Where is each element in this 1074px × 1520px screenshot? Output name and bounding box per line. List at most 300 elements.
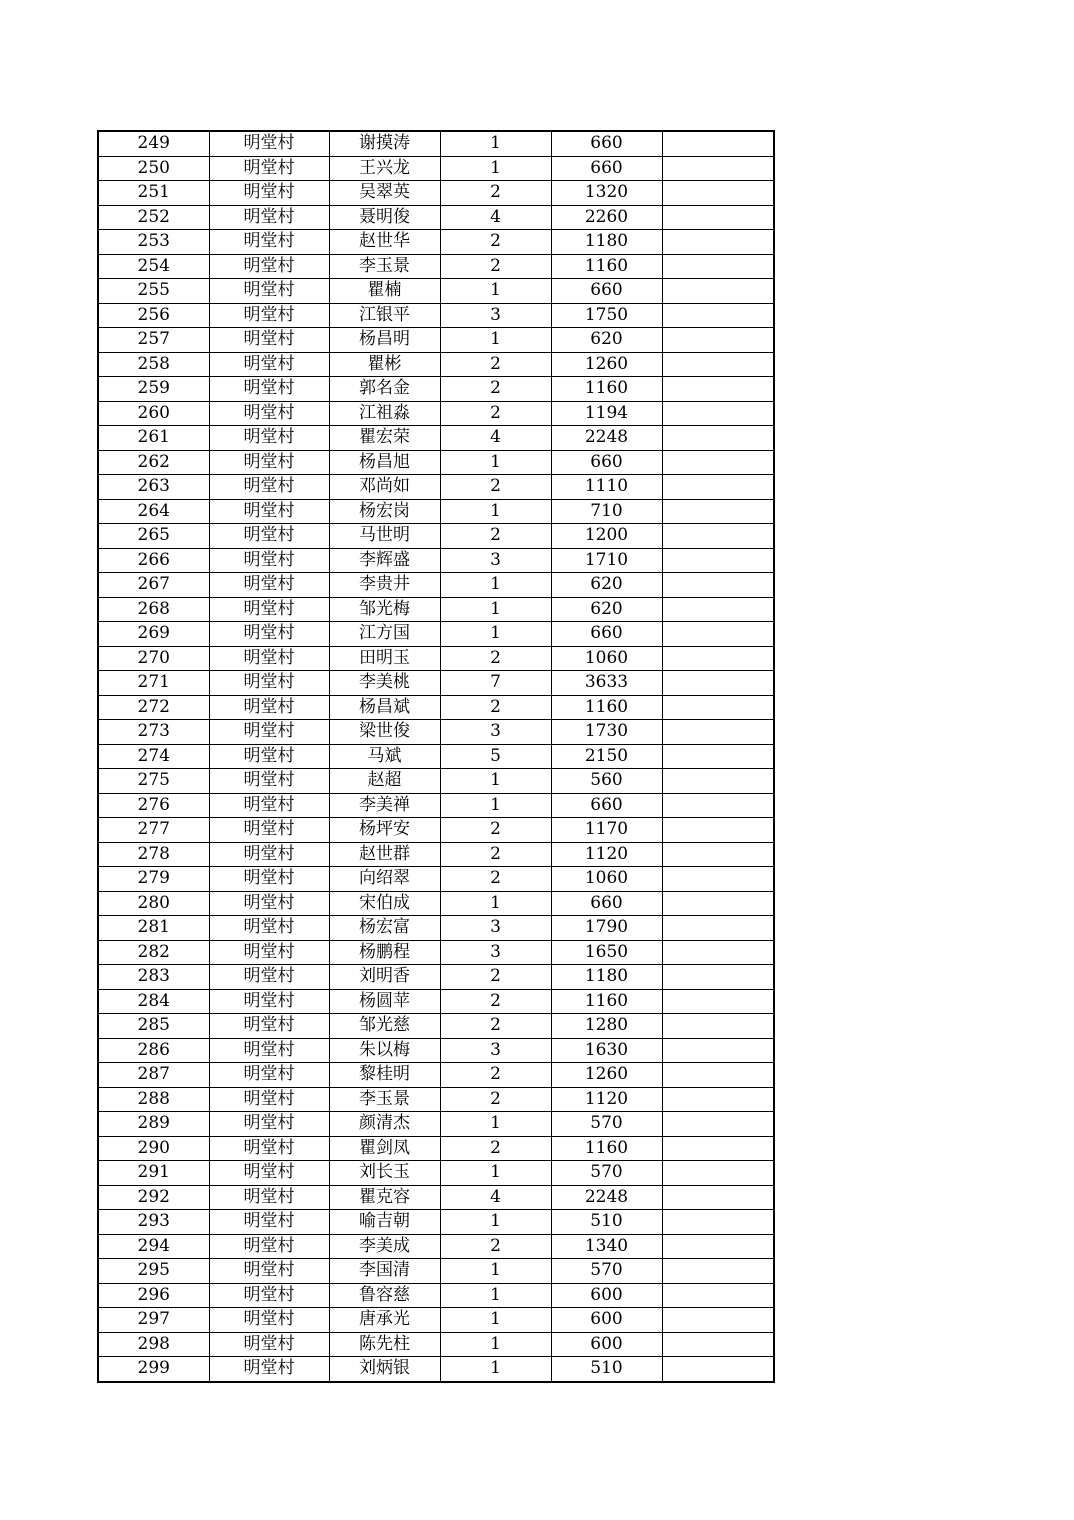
village-cell: 明堂村 [209, 965, 329, 990]
table-row [98, 818, 774, 843]
amount-cell: 1750 [551, 303, 662, 328]
amount-cell: 2150 [551, 744, 662, 769]
row-number-cell: 272 [98, 695, 209, 720]
amount-cell: 510 [551, 1357, 662, 1382]
count-cell: 2 [440, 352, 551, 377]
name-cell: 杨鹏程 [329, 940, 440, 965]
count-cell: 2 [440, 1063, 551, 1088]
amount-cell: 1650 [551, 940, 662, 965]
amount-cell: 2260 [551, 205, 662, 230]
count-cell: 3 [440, 916, 551, 941]
note-cell [662, 818, 774, 843]
table-row [98, 1259, 774, 1284]
name-cell: 赵世华 [329, 230, 440, 255]
table-row [98, 450, 774, 475]
amount-cell: 600 [551, 1308, 662, 1333]
row-number-cell: 297 [98, 1308, 209, 1333]
table-row [98, 254, 774, 279]
note-cell [662, 597, 774, 622]
row-number-cell: 274 [98, 744, 209, 769]
table-row [98, 842, 774, 867]
row-number-cell: 280 [98, 891, 209, 916]
count-cell: 1 [440, 1308, 551, 1333]
amount-cell: 620 [551, 328, 662, 353]
note-cell [662, 720, 774, 745]
name-cell: 瞿楠 [329, 279, 440, 304]
row-number-cell: 251 [98, 181, 209, 206]
table-row [98, 1112, 774, 1137]
name-cell: 赵超 [329, 769, 440, 794]
count-cell: 1 [440, 1259, 551, 1284]
row-number-cell: 259 [98, 377, 209, 402]
count-cell: 2 [440, 1087, 551, 1112]
note-cell [662, 1210, 774, 1235]
count-cell: 1 [440, 597, 551, 622]
note-cell [662, 769, 774, 794]
row-number-cell: 281 [98, 916, 209, 941]
table-row [98, 989, 774, 1014]
note-cell [662, 671, 774, 696]
row-number-cell: 257 [98, 328, 209, 353]
table-row [98, 156, 774, 181]
count-cell: 4 [440, 205, 551, 230]
note-cell [662, 1185, 774, 1210]
count-cell: 2 [440, 867, 551, 892]
count-cell: 2 [440, 475, 551, 500]
name-cell: 马斌 [329, 744, 440, 769]
row-number-cell: 282 [98, 940, 209, 965]
amount-cell: 1170 [551, 818, 662, 843]
name-cell: 刘炳银 [329, 1357, 440, 1382]
village-cell: 明堂村 [209, 916, 329, 941]
note-cell [662, 1136, 774, 1161]
note-cell [662, 1308, 774, 1333]
amount-cell: 660 [551, 156, 662, 181]
name-cell: 江祖淼 [329, 401, 440, 426]
name-cell: 陈先柱 [329, 1332, 440, 1357]
note-cell [662, 1112, 774, 1137]
table-row [98, 1210, 774, 1235]
count-cell: 2 [440, 818, 551, 843]
name-cell: 李玉景 [329, 1087, 440, 1112]
amount-cell: 710 [551, 499, 662, 524]
amount-cell: 1194 [551, 401, 662, 426]
table-row [98, 524, 774, 549]
amount-cell: 1260 [551, 352, 662, 377]
village-cell: 明堂村 [209, 524, 329, 549]
name-cell: 朱以梅 [329, 1038, 440, 1063]
name-cell: 马世明 [329, 524, 440, 549]
village-cell: 明堂村 [209, 352, 329, 377]
name-cell: 杨昌斌 [329, 695, 440, 720]
note-cell [662, 279, 774, 304]
note-cell [662, 548, 774, 573]
amount-cell: 620 [551, 573, 662, 598]
row-number-cell: 260 [98, 401, 209, 426]
name-cell: 吴翠英 [329, 181, 440, 206]
amount-cell: 1110 [551, 475, 662, 500]
row-number-cell: 278 [98, 842, 209, 867]
table-row [98, 671, 774, 696]
note-cell [662, 965, 774, 990]
note-cell [662, 328, 774, 353]
count-cell: 1 [440, 1332, 551, 1357]
row-number-cell: 284 [98, 989, 209, 1014]
village-cell: 明堂村 [209, 450, 329, 475]
amount-cell: 1200 [551, 524, 662, 549]
name-cell: 鲁容慈 [329, 1283, 440, 1308]
amount-cell: 1160 [551, 695, 662, 720]
note-cell [662, 1087, 774, 1112]
note-cell [662, 793, 774, 818]
note-cell [662, 1234, 774, 1259]
note-cell [662, 499, 774, 524]
amount-cell: 1320 [551, 181, 662, 206]
table-row [98, 793, 774, 818]
table-row [98, 891, 774, 916]
note-cell [662, 1038, 774, 1063]
count-cell: 1 [440, 573, 551, 598]
table-row [98, 769, 774, 794]
row-number-cell: 283 [98, 965, 209, 990]
village-cell: 明堂村 [209, 744, 329, 769]
amount-cell: 1160 [551, 254, 662, 279]
table-row [98, 328, 774, 353]
note-cell [662, 695, 774, 720]
count-cell: 1 [440, 891, 551, 916]
village-cell: 明堂村 [209, 646, 329, 671]
row-number-cell: 276 [98, 793, 209, 818]
amount-cell: 570 [551, 1112, 662, 1137]
amount-cell: 660 [551, 131, 662, 156]
row-number-cell: 288 [98, 1087, 209, 1112]
village-cell: 明堂村 [209, 622, 329, 647]
note-cell [662, 181, 774, 206]
note-cell [662, 916, 774, 941]
table-row [98, 1136, 774, 1161]
table-row [98, 1014, 774, 1039]
name-cell: 江方国 [329, 622, 440, 647]
village-cell: 明堂村 [209, 205, 329, 230]
note-cell [662, 622, 774, 647]
row-number-cell: 294 [98, 1234, 209, 1259]
table-row [98, 867, 774, 892]
village-cell: 明堂村 [209, 818, 329, 843]
row-number-cell: 252 [98, 205, 209, 230]
table-row [98, 303, 774, 328]
village-cell: 明堂村 [209, 671, 329, 696]
table-row [98, 622, 774, 647]
name-cell: 江银平 [329, 303, 440, 328]
count-cell: 2 [440, 695, 551, 720]
village-cell: 明堂村 [209, 940, 329, 965]
count-cell: 1 [440, 1112, 551, 1137]
amount-cell: 1180 [551, 965, 662, 990]
table-row [98, 377, 774, 402]
count-cell: 3 [440, 548, 551, 573]
amount-cell: 1160 [551, 1136, 662, 1161]
count-cell: 5 [440, 744, 551, 769]
name-cell: 谢摸涛 [329, 131, 440, 156]
table-row [98, 1185, 774, 1210]
count-cell: 1 [440, 1283, 551, 1308]
row-number-cell: 293 [98, 1210, 209, 1235]
table-row [98, 965, 774, 990]
amount-cell: 600 [551, 1283, 662, 1308]
count-cell: 3 [440, 1038, 551, 1063]
table-row [98, 646, 774, 671]
note-cell [662, 475, 774, 500]
village-cell: 明堂村 [209, 181, 329, 206]
amount-cell: 1260 [551, 1063, 662, 1088]
row-number-cell: 287 [98, 1063, 209, 1088]
name-cell: 杨圆苹 [329, 989, 440, 1014]
note-cell [662, 1259, 774, 1284]
count-cell: 3 [440, 720, 551, 745]
village-cell: 明堂村 [209, 1161, 329, 1186]
name-cell: 郭名金 [329, 377, 440, 402]
village-cell: 明堂村 [209, 1259, 329, 1284]
count-cell: 4 [440, 426, 551, 451]
name-cell: 聂明俊 [329, 205, 440, 230]
name-cell: 杨宏岗 [329, 499, 440, 524]
name-cell: 李辉盛 [329, 548, 440, 573]
table-row [98, 1161, 774, 1186]
note-cell [662, 842, 774, 867]
row-number-cell: 249 [98, 131, 209, 156]
name-cell: 瞿克容 [329, 1185, 440, 1210]
row-number-cell: 266 [98, 548, 209, 573]
name-cell: 邓尚如 [329, 475, 440, 500]
table-row [98, 1234, 774, 1259]
village-cell: 明堂村 [209, 328, 329, 353]
name-cell: 黎桂明 [329, 1063, 440, 1088]
village-cell: 明堂村 [209, 1038, 329, 1063]
name-cell: 田明玉 [329, 646, 440, 671]
note-cell [662, 352, 774, 377]
row-number-cell: 264 [98, 499, 209, 524]
amount-cell: 1120 [551, 1087, 662, 1112]
note-cell [662, 646, 774, 671]
count-cell: 2 [440, 377, 551, 402]
count-cell: 2 [440, 646, 551, 671]
row-number-cell: 285 [98, 1014, 209, 1039]
row-number-cell: 265 [98, 524, 209, 549]
amount-cell: 510 [551, 1210, 662, 1235]
count-cell: 1 [440, 131, 551, 156]
amount-cell: 600 [551, 1332, 662, 1357]
note-cell [662, 426, 774, 451]
data-table [97, 130, 775, 1383]
note-cell [662, 401, 774, 426]
village-cell: 明堂村 [209, 1014, 329, 1039]
amount-cell: 1120 [551, 842, 662, 867]
count-cell: 3 [440, 940, 551, 965]
row-number-cell: 255 [98, 279, 209, 304]
count-cell: 2 [440, 524, 551, 549]
amount-cell: 660 [551, 450, 662, 475]
village-cell: 明堂村 [209, 989, 329, 1014]
table-row [98, 940, 774, 965]
name-cell: 颜清杰 [329, 1112, 440, 1137]
count-cell: 2 [440, 1014, 551, 1039]
count-cell: 1 [440, 793, 551, 818]
table-body [98, 131, 774, 1382]
name-cell: 梁世俊 [329, 720, 440, 745]
amount-cell: 570 [551, 1259, 662, 1284]
table-row [98, 1332, 774, 1357]
count-cell: 1 [440, 1161, 551, 1186]
village-cell: 明堂村 [209, 597, 329, 622]
table-row [98, 1308, 774, 1333]
name-cell: 邹光慈 [329, 1014, 440, 1039]
note-cell [662, 303, 774, 328]
name-cell: 邹光梅 [329, 597, 440, 622]
village-cell: 明堂村 [209, 401, 329, 426]
note-cell [662, 573, 774, 598]
name-cell: 瞿彬 [329, 352, 440, 377]
count-cell: 2 [440, 401, 551, 426]
name-cell: 瞿剑凤 [329, 1136, 440, 1161]
village-cell: 明堂村 [209, 1357, 329, 1382]
table-row [98, 131, 774, 156]
note-cell [662, 1283, 774, 1308]
village-cell: 明堂村 [209, 573, 329, 598]
row-number-cell: 261 [98, 426, 209, 451]
table-row [98, 597, 774, 622]
name-cell: 刘长玉 [329, 1161, 440, 1186]
count-cell: 1 [440, 279, 551, 304]
village-cell: 明堂村 [209, 769, 329, 794]
village-cell: 明堂村 [209, 426, 329, 451]
count-cell: 1 [440, 499, 551, 524]
row-number-cell: 275 [98, 769, 209, 794]
table-row [98, 1283, 774, 1308]
count-cell: 2 [440, 842, 551, 867]
row-number-cell: 296 [98, 1283, 209, 1308]
count-cell: 2 [440, 965, 551, 990]
count-cell: 1 [440, 622, 551, 647]
note-cell [662, 524, 774, 549]
name-cell: 李美桃 [329, 671, 440, 696]
note-cell [662, 1357, 774, 1382]
village-cell: 明堂村 [209, 548, 329, 573]
name-cell: 李美禅 [329, 793, 440, 818]
amount-cell: 1340 [551, 1234, 662, 1259]
village-cell: 明堂村 [209, 1063, 329, 1088]
row-number-cell: 254 [98, 254, 209, 279]
note-cell [662, 377, 774, 402]
name-cell: 瞿宏荣 [329, 426, 440, 451]
name-cell: 李美成 [329, 1234, 440, 1259]
village-cell: 明堂村 [209, 279, 329, 304]
table-row [98, 230, 774, 255]
row-number-cell: 295 [98, 1259, 209, 1284]
count-cell: 3 [440, 303, 551, 328]
row-number-cell: 268 [98, 597, 209, 622]
name-cell: 宋伯成 [329, 891, 440, 916]
village-cell: 明堂村 [209, 131, 329, 156]
table-row [98, 1063, 774, 1088]
amount-cell: 3633 [551, 671, 662, 696]
amount-cell: 570 [551, 1161, 662, 1186]
village-cell: 明堂村 [209, 1112, 329, 1137]
count-cell: 2 [440, 254, 551, 279]
amount-cell: 660 [551, 793, 662, 818]
village-cell: 明堂村 [209, 1210, 329, 1235]
village-cell: 明堂村 [209, 1283, 329, 1308]
count-cell: 1 [440, 1357, 551, 1382]
village-cell: 明堂村 [209, 156, 329, 181]
table-row [98, 573, 774, 598]
village-cell: 明堂村 [209, 842, 329, 867]
amount-cell: 2248 [551, 426, 662, 451]
note-cell [662, 1161, 774, 1186]
row-number-cell: 298 [98, 1332, 209, 1357]
name-cell: 喻吉朝 [329, 1210, 440, 1235]
row-number-cell: 279 [98, 867, 209, 892]
name-cell: 李国清 [329, 1259, 440, 1284]
row-number-cell: 270 [98, 646, 209, 671]
count-cell: 4 [440, 1185, 551, 1210]
row-number-cell: 291 [98, 1161, 209, 1186]
village-cell: 明堂村 [209, 475, 329, 500]
table-row [98, 1087, 774, 1112]
note-cell [662, 940, 774, 965]
row-number-cell: 273 [98, 720, 209, 745]
row-number-cell: 253 [98, 230, 209, 255]
row-number-cell: 292 [98, 1185, 209, 1210]
amount-cell: 1280 [551, 1014, 662, 1039]
table-row [98, 352, 774, 377]
amount-cell: 1790 [551, 916, 662, 941]
name-cell: 杨昌明 [329, 328, 440, 353]
village-cell: 明堂村 [209, 499, 329, 524]
row-number-cell: 299 [98, 1357, 209, 1382]
name-cell: 李玉景 [329, 254, 440, 279]
note-cell [662, 867, 774, 892]
count-cell: 2 [440, 230, 551, 255]
table-row [98, 279, 774, 304]
row-number-cell: 258 [98, 352, 209, 377]
note-cell [662, 450, 774, 475]
village-cell: 明堂村 [209, 1234, 329, 1259]
row-number-cell: 271 [98, 671, 209, 696]
count-cell: 7 [440, 671, 551, 696]
note-cell [662, 131, 774, 156]
amount-cell: 560 [551, 769, 662, 794]
name-cell: 刘明香 [329, 965, 440, 990]
table-row [98, 205, 774, 230]
row-number-cell: 290 [98, 1136, 209, 1161]
count-cell: 1 [440, 328, 551, 353]
note-cell [662, 1014, 774, 1039]
name-cell: 赵世群 [329, 842, 440, 867]
name-cell: 杨坪安 [329, 818, 440, 843]
count-cell: 1 [440, 450, 551, 475]
amount-cell: 1060 [551, 867, 662, 892]
row-number-cell: 263 [98, 475, 209, 500]
amount-cell: 1180 [551, 230, 662, 255]
amount-cell: 1630 [551, 1038, 662, 1063]
village-cell: 明堂村 [209, 1308, 329, 1333]
count-cell: 2 [440, 989, 551, 1014]
name-cell: 唐承光 [329, 1308, 440, 1333]
village-cell: 明堂村 [209, 1332, 329, 1357]
note-cell [662, 891, 774, 916]
row-number-cell: 256 [98, 303, 209, 328]
amount-cell: 1710 [551, 548, 662, 573]
